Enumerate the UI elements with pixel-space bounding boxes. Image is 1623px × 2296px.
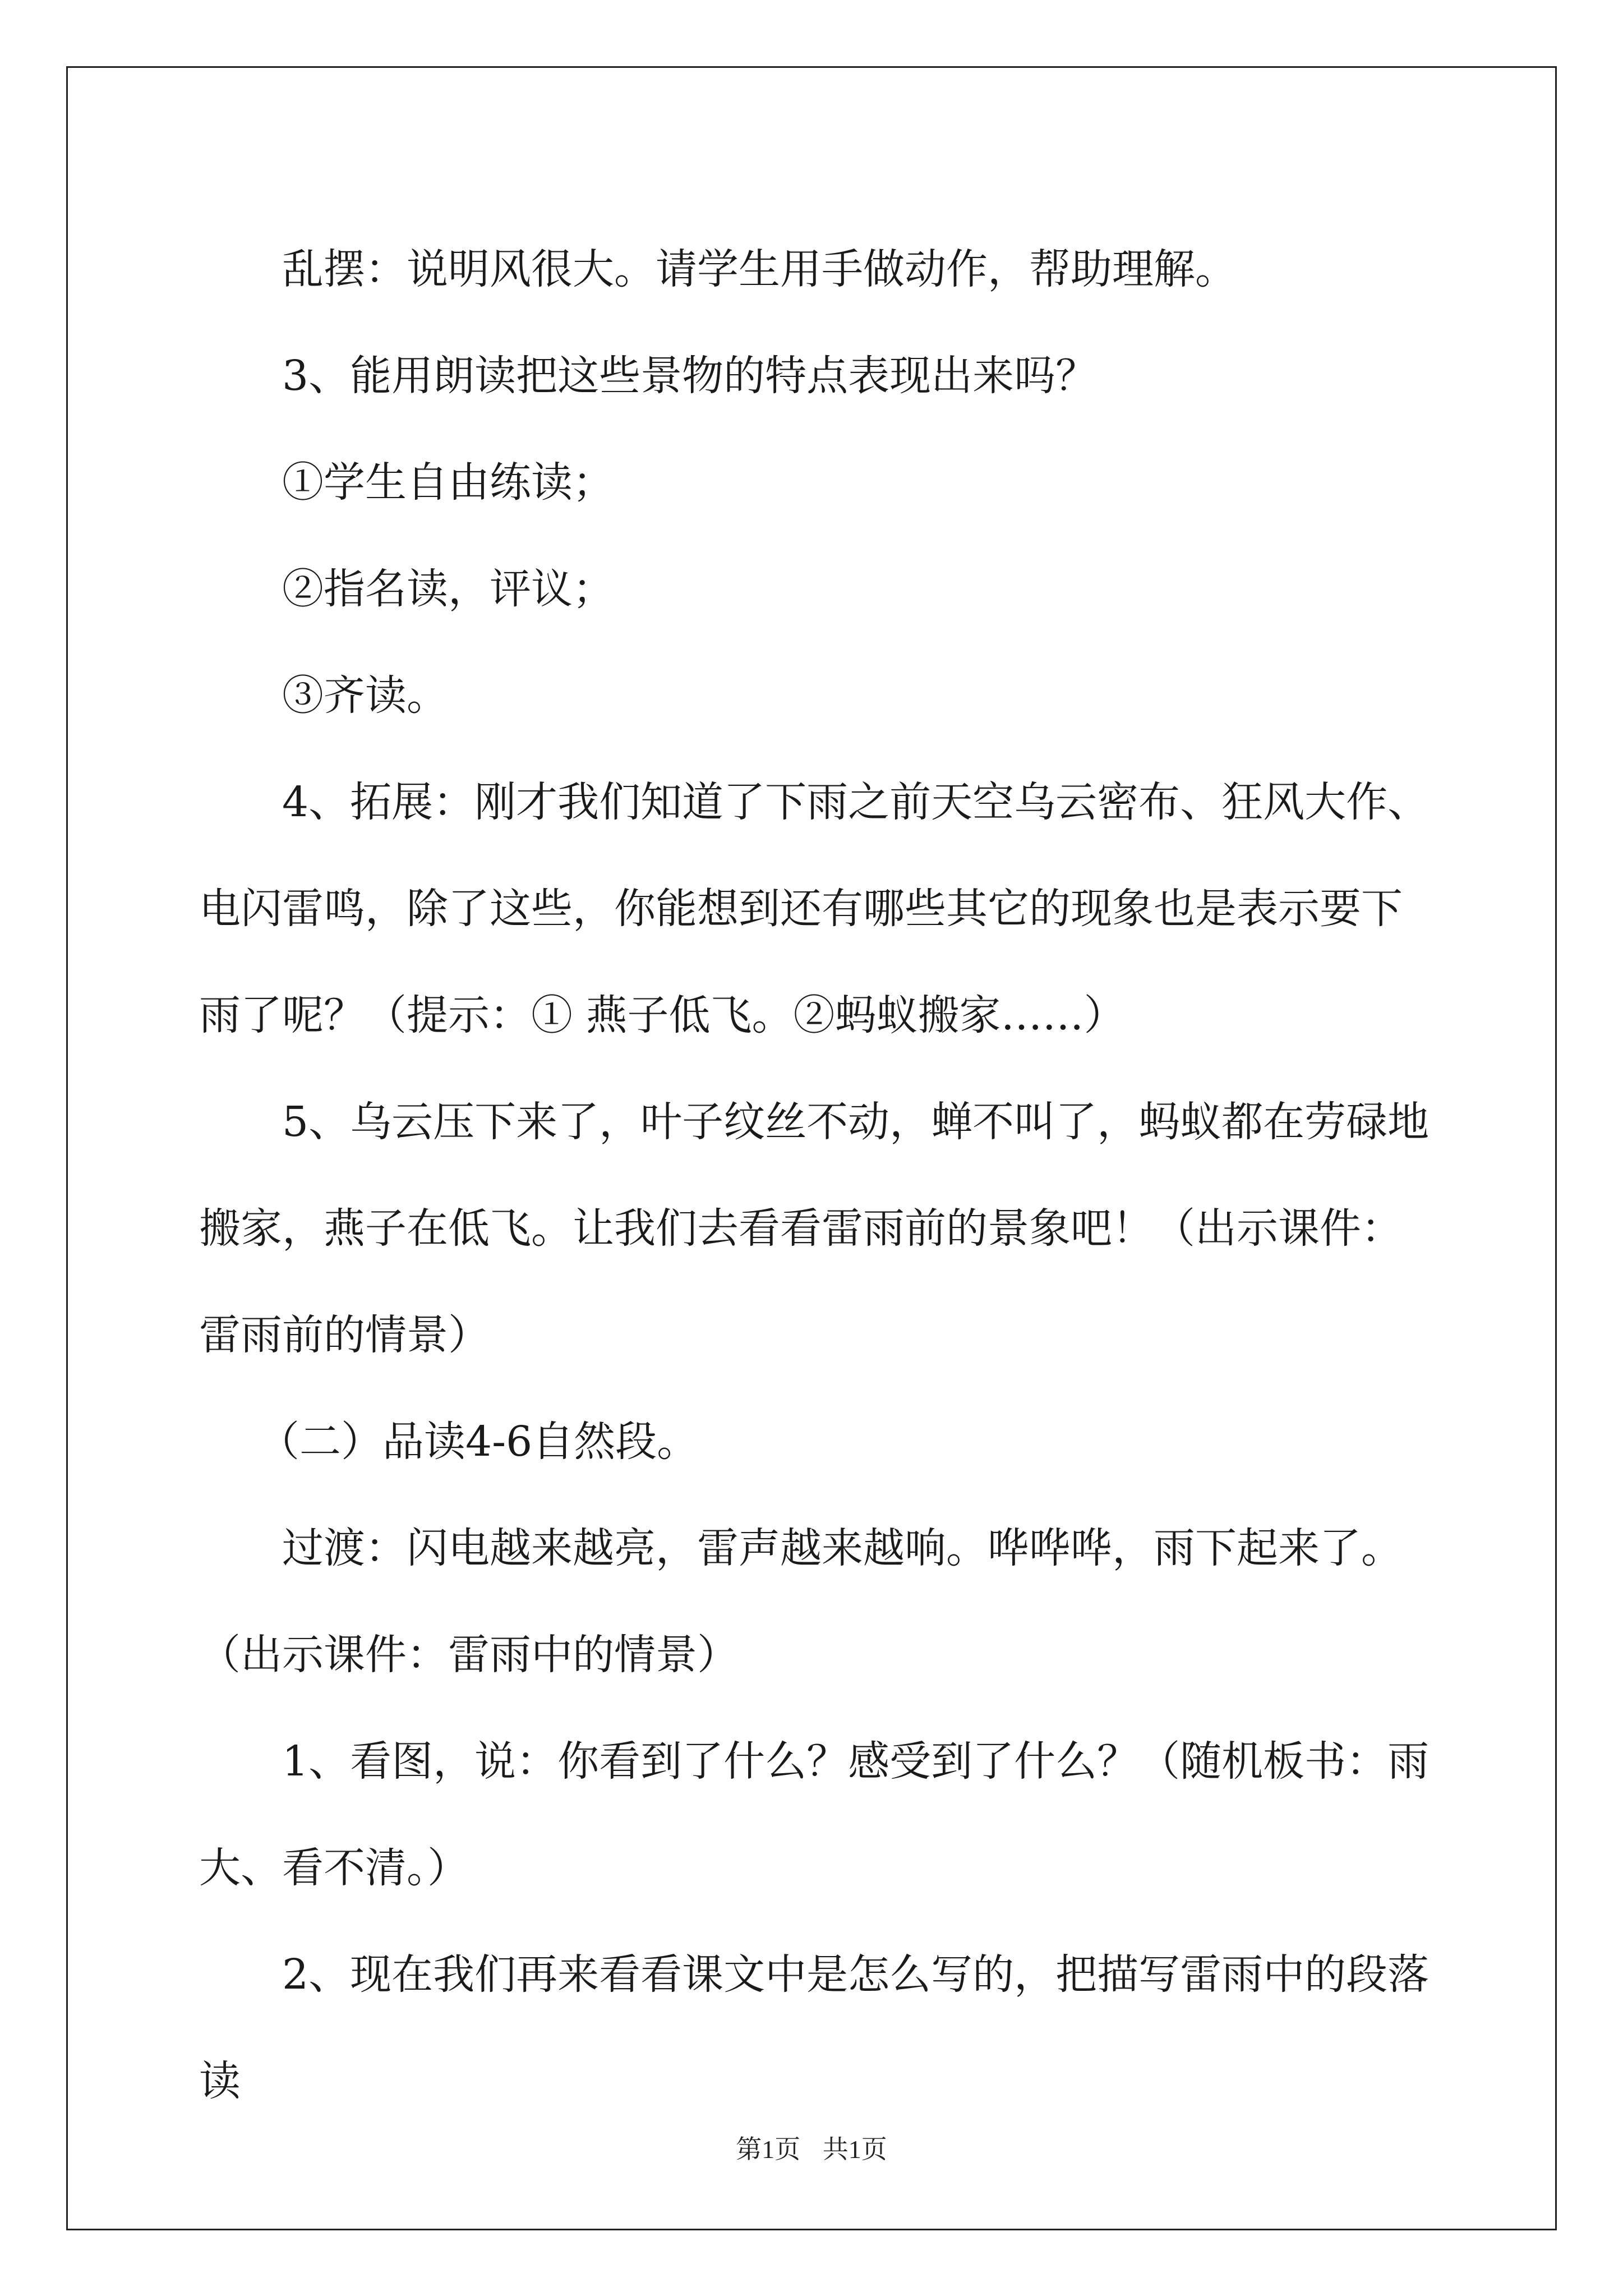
page-number: 第1页: [736, 2135, 801, 2164]
paragraph-3: ①学生自由练读；: [282, 458, 614, 507]
paragraph-7: 5、乌云压下来了，叶子纹丝不动，蝉不叫了，蚂蚁都在劳碌地搬家，燕子在低飞。让我们去看看雷雨前的景象吧！（出示课件：雷雨前的情景）: [199, 1098, 1430, 1359]
paragraph-2: 3、能用朗读把这些景物的特点表现出来吗？: [282, 352, 1098, 400]
paragraph-11: 2、现在我们再来看看课文中是怎么写的，把描写雷雨中的段落读: [199, 1950, 1430, 2105]
page-total: 共1页: [822, 2135, 887, 2164]
paragraph-1: 乱摆：说明风很大。请学生用手做动作，帮助理解。: [282, 245, 1237, 293]
paragraph-5: ③齐读。: [282, 671, 448, 720]
paragraph-9: 过渡：闪电越来越亮，雷声越来越响。哗哗哗，雨下起来了。（出示课件：雷雨中的情景）: [199, 1524, 1403, 1679]
section-heading: （二）品读4-6自然段。: [258, 1418, 699, 1466]
paragraph-4: ②指名读，评议；: [282, 565, 614, 613]
paragraph-6: 4、拓展：刚才我们知道了下雨之前天空乌云密布、狂风大作、电闪雷鸣，除了这些，你能想到还有哪些其它的现象也是表示要下雨了呢？（提示：① 燕子低飞。②蚂蚁搬家……）: [199, 778, 1430, 1039]
page-footer: [0, 2129, 1623, 2166]
document-body: [199, 216, 1436, 2134]
paragraph-10: 1、看图，说：你看到了什么？感受到了什么？（随机板书：雨大、看不清。）: [199, 1737, 1430, 1892]
